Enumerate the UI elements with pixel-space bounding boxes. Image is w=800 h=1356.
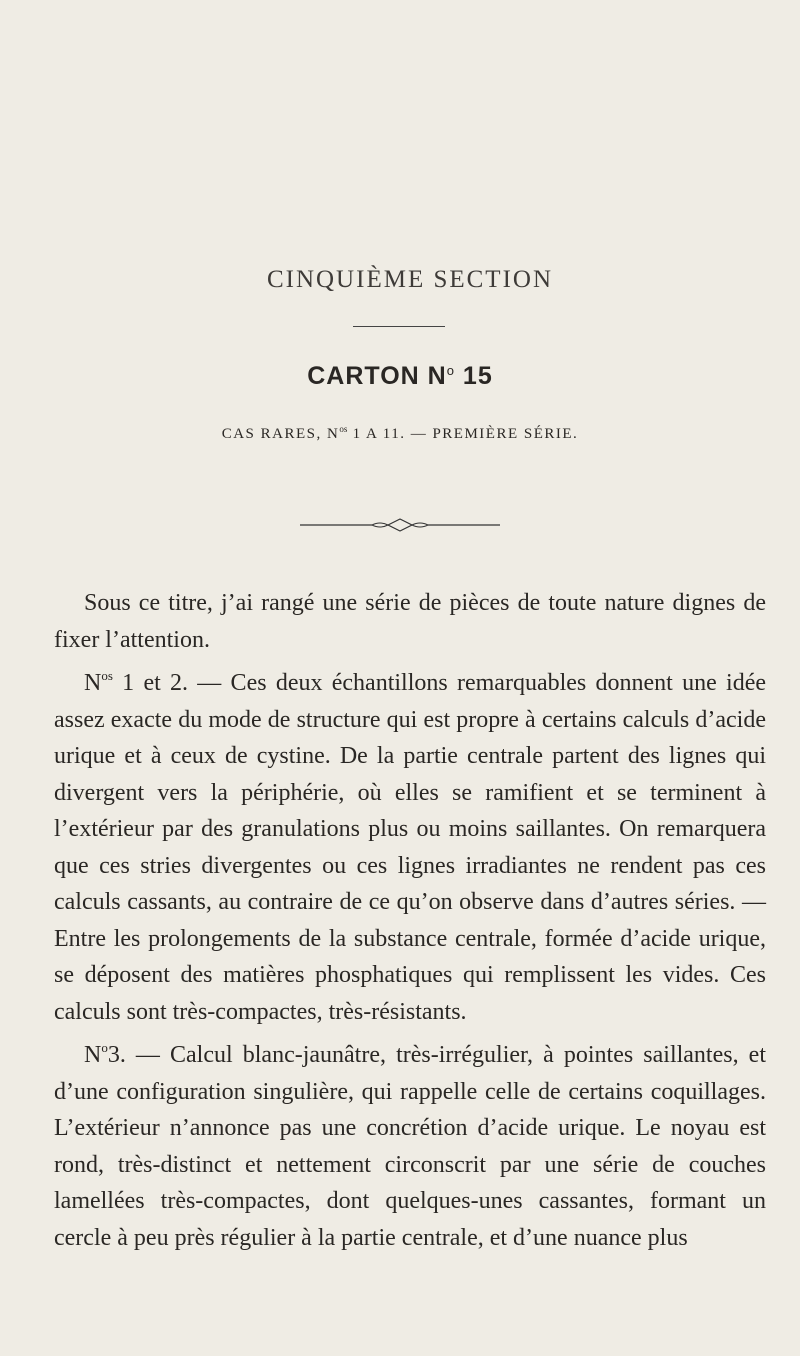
ornament-divider (300, 518, 500, 532)
paragraph-intro: Sous ce titre, j’ai rangé une série de pièces de toute nature dignes de fixer l’attention. (54, 590, 766, 653)
carton-title (200, 362, 600, 391)
body-text (54, 585, 766, 1256)
paragraph-body: 1 et 2. — Ces deux échantillons remarquables donnent une idée assez exacte du mode de structure qui est propre à certains calculs d’acide urique et à ceux de cystine. De la partie centrale partent des lignes qui divergent vers la périphérie, où elles se ramifient et se terminent à l’extérieur par des granulations plus ou moins saillantes. On remarquera que ces stries divergentes ou ces lignes irradiantes ne rendent pas ces calculs cassants, au contraire de ce qu’on observe dans d’autres séries. — Entre les prolongements de la substance centrale, formée d’acide urique, se déposent des matières phosphatiques qui remplissent les vides. Ces calculs sont très-compactes, très-résistants. (54, 670, 766, 1025)
paragraph-nos-1-2 (54, 658, 766, 1030)
paragraph-label: N (84, 1042, 102, 1068)
carton-number: 15 (462, 362, 493, 390)
series-subtitle (150, 424, 650, 443)
paragraph-label: N (84, 670, 102, 696)
paragraph-label-sup: os (101, 668, 113, 683)
subtitle-rest: 1 A 11. — PREMIÈRE SÉRIE. (352, 426, 579, 442)
paragraph-no-3 (54, 1030, 766, 1256)
paragraph-body: 3. — Calcul blanc-jaunâtre, très-irrégulier, à pointes saillantes, et d’une configuration singulière, qui rappelle celle de certains coquillages. L’extérieur n’annonce pas une concrétion d’acide urique. Le noyau est rond, très-distinct et nettement circonscrit par une série de couches lamellées très-compactes, dont quelques-unes cassantes, formant un cercle à peu près régulier à la partie centrale, et d’une nuance plus (54, 1042, 766, 1251)
carton-title-prefix: CARTON N (307, 362, 447, 390)
title-rule (353, 326, 445, 327)
subtitle-prefix: CAS RARES, N (221, 426, 340, 442)
carton-title-sup: o (446, 363, 455, 378)
paragraph-label-sup: o (101, 1040, 108, 1055)
section-title: CINQUIÈME SECTION (266, 266, 554, 293)
subtitle-sup: os (339, 424, 348, 434)
